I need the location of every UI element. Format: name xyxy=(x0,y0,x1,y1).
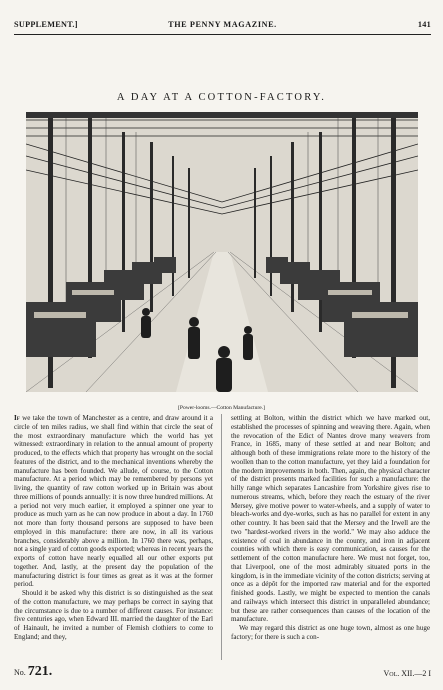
paragraph: We may regard this district as one huge town, almost as one huge factory; for there is such a con- xyxy=(231,624,430,641)
volume-label: Vol. XII.—2 I xyxy=(383,669,431,678)
supplement-label: SUPPLEMENT.] xyxy=(14,20,78,29)
magazine-title: THE PENNY MAGAZINE. xyxy=(168,20,277,29)
power-looms-engraving xyxy=(26,112,418,392)
header-rule xyxy=(14,34,431,35)
left-column xyxy=(14,414,213,660)
article-title: A DAY AT A COTTON-FACTORY. xyxy=(116,92,327,103)
right-column xyxy=(231,414,430,660)
page-number: 141 xyxy=(417,20,431,29)
paragraph xyxy=(14,414,213,589)
paragraph: settling at Bolton, within the district which we have marked out, established the processes of spinning and weaving there. Again, when the revocation of the Edict of Nantes drove many weavers from France, in 1685, many of these settled at and near Bolton; and although both of these immigrations relate more to the history of the woollen than to the cotton manufacture, yet they laid a foundation for the modern improvements in both. Then, again, the physical character of the district presents marked facilities for such a manufacture: the hilly range which separates Lancashire from Yorkshire gives rise to numerous streams, which, before they reach the estuary of the river Mersey, give motive power to water-wheels, and a supply of water to bleach-works and dye-works, such as has no parallel for extent in any other country. It has been said that the Mersey and the Irwell are the two "hardest-worked rivers in the world." We may also adduce the existence of coal in abundance in the county, and iron in adjacent counties with which there is easy communication, as causes for the settlement of the cotton manufacture here. We must not forget, too, that Liverpool, one of the most admirably situated ports in the kingdom, is in the immediate vicinity of the cotton districts; serving at once as a dépôt for the imported raw material and for the exported finished goods. Lastly, we might be expected to mention the canals and railways which intersect this district in unparalleled abundance; but these are rather consequences than causes of the location of the manufacture. xyxy=(231,414,430,624)
page-footer xyxy=(14,660,431,680)
page-header xyxy=(14,20,431,34)
paragraph-text: we take the town of Manchester as a centre, and draw around it a circle of ten miles radius, we shall find within that circle the seat of the most extraordinary manufacture which the world has yet witnessed: extraordinary in relation to the annual amount of property produced, to the effects which that property has wrought on the social features of the district, and to the mechanical inventions whereby the manufacture has been founded. We allude, of course, to the Cotton manufacture. At a period which may be remembered by persons yet living, the quantity of raw cotton worked up in Britain was about three millions of pounds annually: it is now three hundred millions. At a period not very much earlier, it employed a spinner one year to produce as much yarn as he can now produce in about a day. In 1760 not more than forty thousand persons are supposed to have been employed in this manufacture: there are now, in all its various branches, considerably above a million. In 1760 there was, perhaps, not a single yard of cotton goods exported; whereas in recent years the exports of cotton have nearly equalled all our other exports put together. And, lastly, at the present day the population of the manufacturing district is four times as great as it was at the former period. xyxy=(14,414,213,589)
article-body xyxy=(14,414,430,660)
paragraph: Should it be asked why this district is so distinguished as the seat of the cotton manufacture, we may perhaps be correct in saying that the circumstance is due to a number of different causes. For instance: five centuries ago, when Edward III. married the daughter of the Earl of Hainault, he invited a number of Flemish clothiers to come to England; and they, xyxy=(14,589,213,641)
column-divider xyxy=(221,414,222,660)
issue-number: No. 721. xyxy=(14,664,53,679)
engraving-caption: [Power-looms.—Cotton Manufacture.] xyxy=(177,405,266,411)
drop-cap: If xyxy=(14,414,20,422)
